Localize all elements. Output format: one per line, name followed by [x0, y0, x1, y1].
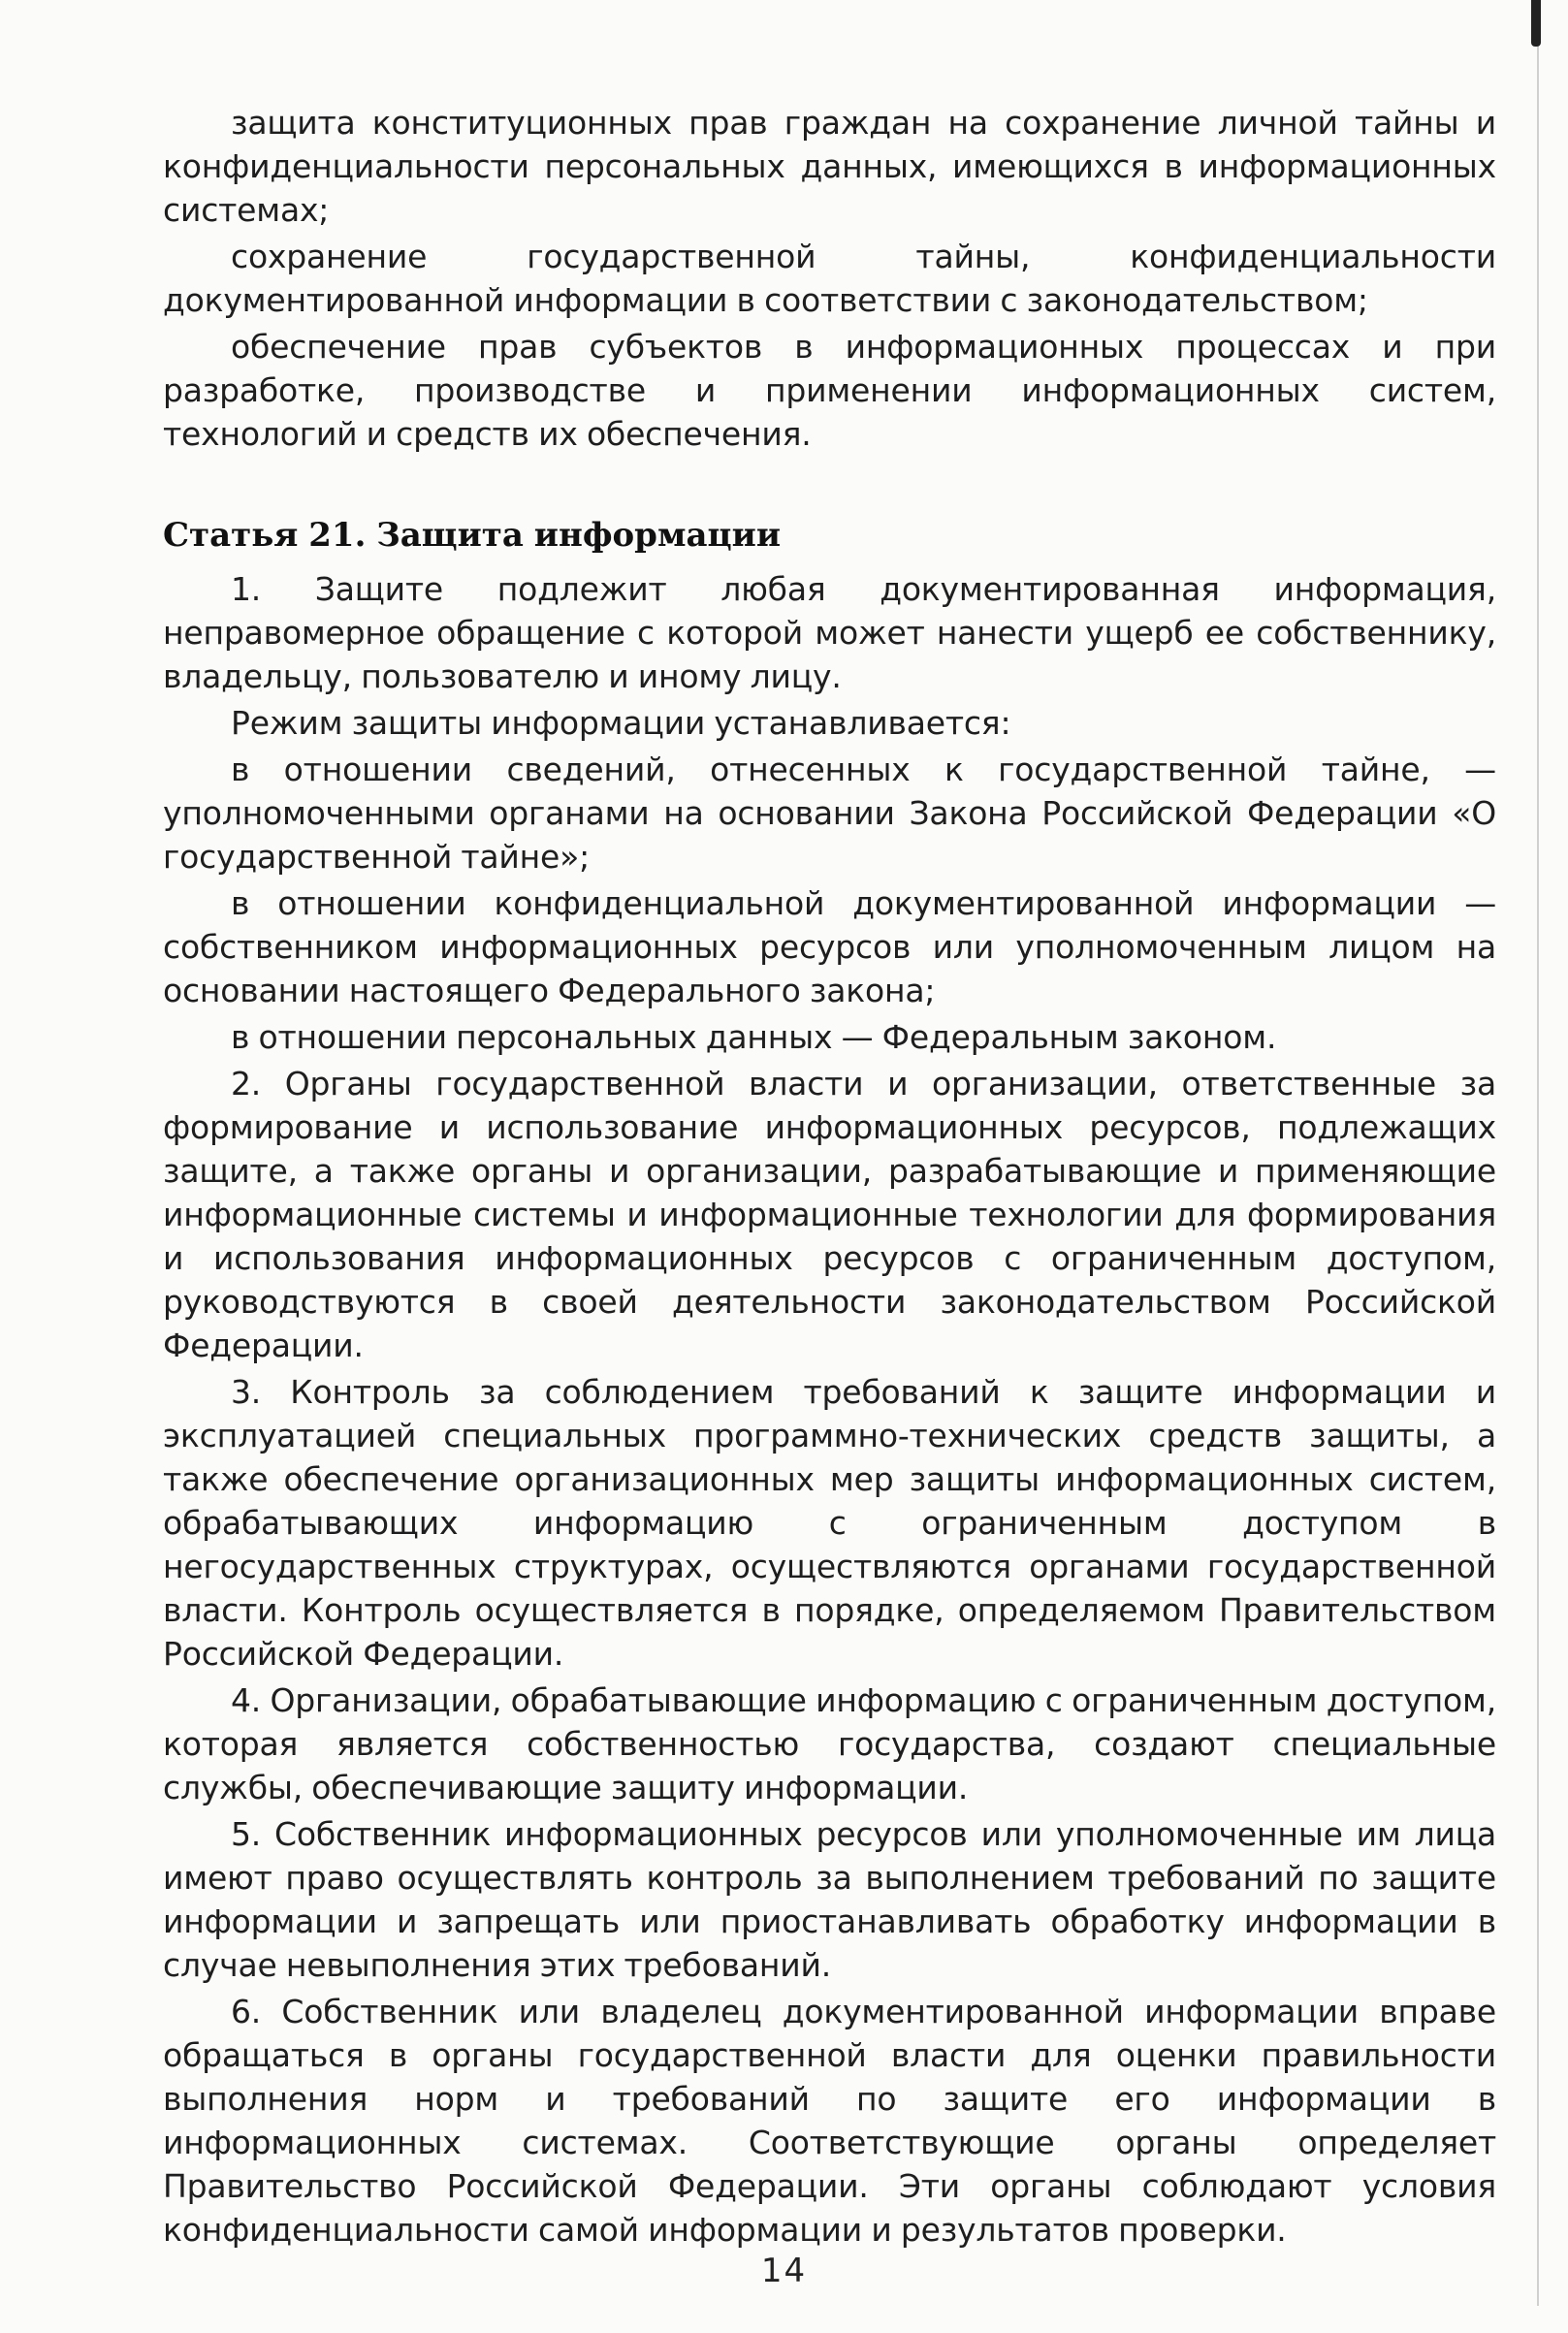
article-paragraph: в отношении персональных данных — Федеральным законом. [231, 1018, 1277, 1056]
article-paragraph: 2. Органы государственной власти и организации, ответственные за формирование и использование информационных ресурсов, подлежащих защите, а также органы и организации, разрабатывающие и применяющие информационные системы и информационные технологии для формирования и использования информационных ресурсов с ограниченным доступом, руководствуются в своей деятельности законодательством Российской Федерации. [163, 1065, 1496, 1364]
article-paragraph: в отношении сведений, отнесенных к государственной тайне, — уполномоченными органами на основании Закона Российской Федерации «О государственной тайне»; [163, 751, 1496, 876]
intro-paragraph: сохранение государственной тайны, конфиденциальности документированной информации в соответствии с законодательством; [163, 238, 1496, 319]
article-paragraph: 3. Контроль за соблюдением требований к защите информации и эксплуатацией специальных программно-технических средств защиты, а также обеспечение организационных мер защиты информационных систем, обрабатывающих информацию с ограниченным доступом в негосударственных структурах, осуществляются органами государственной власти. Контроль осуществляется в порядке, определяемом Правительством Российской Федерации. [163, 1373, 1496, 1673]
article-paragraph: 5. Собственник информационных ресурсов или уполномоченные им лица имеют право осуществлять контроль за выполнением требований по защите информации и запрещать или приостанавливать обработку информации в случае невыполнения этих требований. [163, 1815, 1496, 1984]
article-paragraph: в отношении конфиденциальной документированной информации — собственником информационных ресурсов или уполномоченным лицом на основании настоящего Федерального закона; [163, 884, 1496, 1009]
scan-edge-mark [1531, 0, 1541, 47]
article-paragraph: 1. Защите подлежит любая документированная информация, неправомерное обращение с которой может нанести ущерб ее собственнику, владельцу, пользователю и иному лицу. [163, 570, 1496, 695]
scan-edge-line [1537, 47, 1539, 2306]
article-paragraph: 4. Организации, обрабатывающие информацию с ограниченным доступом, которая является собственностью государства, создают специальные службы, обеспечивающие защиту информации. [163, 1681, 1496, 1806]
intro-paragraph: обеспечение прав субъектов в информационных процессах и при разработке, производстве и применении информационных систем, технологий и средств их обеспечения. [163, 328, 1496, 453]
page-number: 14 [760, 2252, 808, 2290]
intro-paragraph: защита конституционных прав граждан на сохранение личной тайны и конфиденциальности персональных данных, имеющихся в информационных системах; [163, 104, 1496, 229]
page-content [163, 101, 1496, 2252]
article-paragraph: Режим защиты информации устанавливается: [231, 704, 1011, 742]
article-title: Статья 21. Защита информации [163, 516, 782, 555]
article-paragraph: 6. Собственник или владелец документированной информации вправе обращаться в органы государственной власти для оценки правильности выполнения норм и требований по защите его информации в информационных системах. Соответствующие органы определяет Правительство Российской Федерации. Эти органы соблюдают условия конфиденциальности самой информации и результатов проверки. [163, 1993, 1496, 2249]
